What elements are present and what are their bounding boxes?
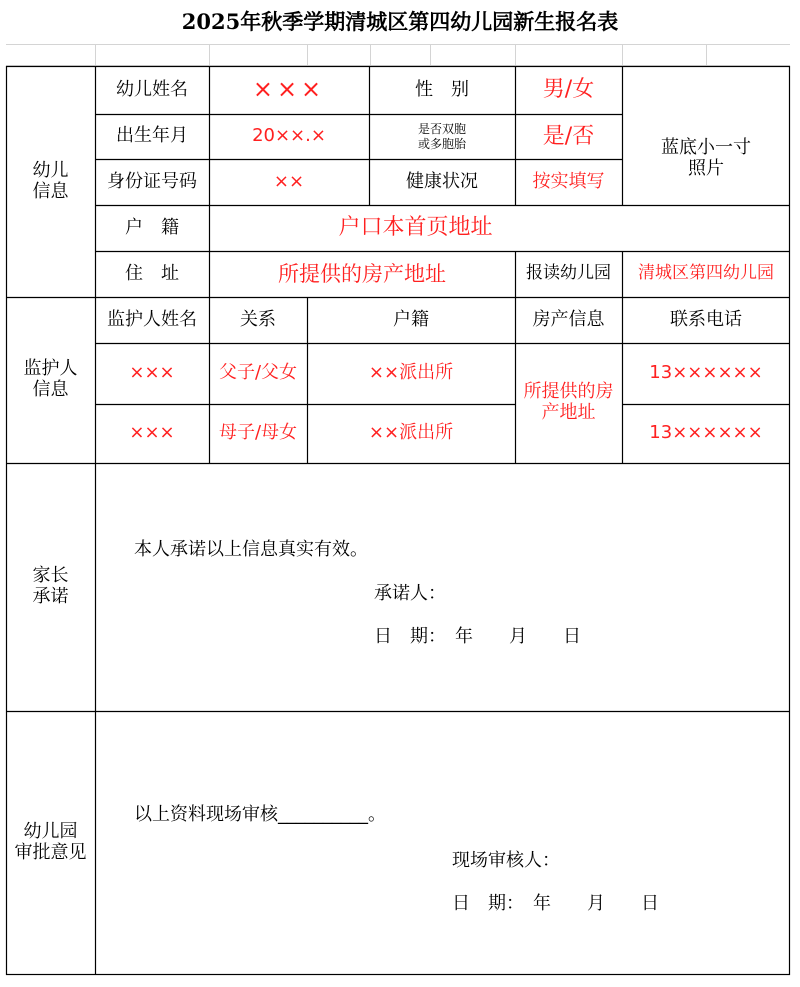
guardian-header-phone: 联系电话 (670, 308, 742, 330)
gender-value[interactable]: 男/女 (542, 77, 595, 103)
health-value[interactable]: 按实填写 (532, 170, 605, 192)
form-title: 2025年秋季学期清城区第四幼儿园新生报名表 (181, 9, 619, 34)
approval-reviewer[interactable]: 现场审核人： (452, 850, 560, 871)
promise-signer[interactable]: 承诺人： (374, 583, 446, 604)
guardian-2-name[interactable]: ××× (129, 422, 175, 444)
address-label: 住 址 (125, 262, 179, 284)
spreadsheet-gridlines (6, 44, 790, 66)
guardian-2-hukou[interactable]: ××派出所 (368, 422, 454, 444)
approval-statement[interactable]: 以上资料现场审核__________。 (134, 804, 386, 825)
guardian-section-label: 监护人 信息 (23, 358, 78, 400)
birth-value[interactable]: 20××.× (252, 125, 326, 147)
twins-label: 是否双胞 或多胞胎 (417, 121, 466, 151)
address-value[interactable]: 所提供的房产地址 (278, 261, 446, 286)
guardian-header-relation: 关系 (240, 308, 276, 330)
birth-label: 出生年月 (116, 125, 188, 147)
guardian-header-name: 监护人姓名 (107, 308, 197, 330)
guardian-1-hukou[interactable]: ××派出所 (368, 362, 454, 384)
guardian-1-phone[interactable]: 13×××××× (649, 362, 763, 384)
kindergarten-label: 报读幼儿园 (526, 263, 611, 284)
approval-section-label: 幼儿园 审批意见 (14, 821, 87, 863)
guardian-2-phone[interactable]: 13×××××× (649, 422, 763, 444)
health-label: 健康状况 (406, 170, 478, 192)
twins-value[interactable]: 是/否 (542, 123, 595, 149)
guardian-property-value[interactable]: 所提供的房 产地址 (523, 381, 614, 423)
child-section-label: 幼儿 信息 (32, 159, 69, 202)
promise-section-label: 家长 承诺 (32, 565, 69, 607)
photo-placeholder[interactable]: 蓝底小一寸 照片 (661, 136, 751, 179)
guardian-header-property: 房产信息 (532, 308, 605, 330)
promise-statement: 本人承诺以上信息真实有效。 (134, 539, 368, 560)
gender-label: 性 别 (415, 78, 469, 100)
kindergarten-value[interactable]: 清城区第四幼儿园 (638, 263, 774, 284)
guardian-1-name[interactable]: ××× (129, 362, 175, 384)
guardian-header-hukou: 户籍 (393, 308, 429, 330)
hukou-label: 户 籍 (125, 216, 179, 238)
id-number-label: 身份证号码 (107, 170, 197, 192)
child-name-value[interactable]: ××× (252, 75, 326, 104)
guardian-1-relation[interactable]: 父子/父女 (218, 362, 298, 384)
id-number-value[interactable]: ×× (273, 170, 305, 192)
promise-date[interactable]: 日 期： 年 月 日 (374, 626, 581, 647)
hukou-value[interactable]: 户口本首页地址 (338, 215, 493, 241)
child-name-label: 幼儿姓名 (116, 78, 188, 100)
guardian-2-relation[interactable]: 母子/母女 (218, 422, 298, 444)
approval-date[interactable]: 日 期： 年 月 日 (452, 893, 659, 914)
